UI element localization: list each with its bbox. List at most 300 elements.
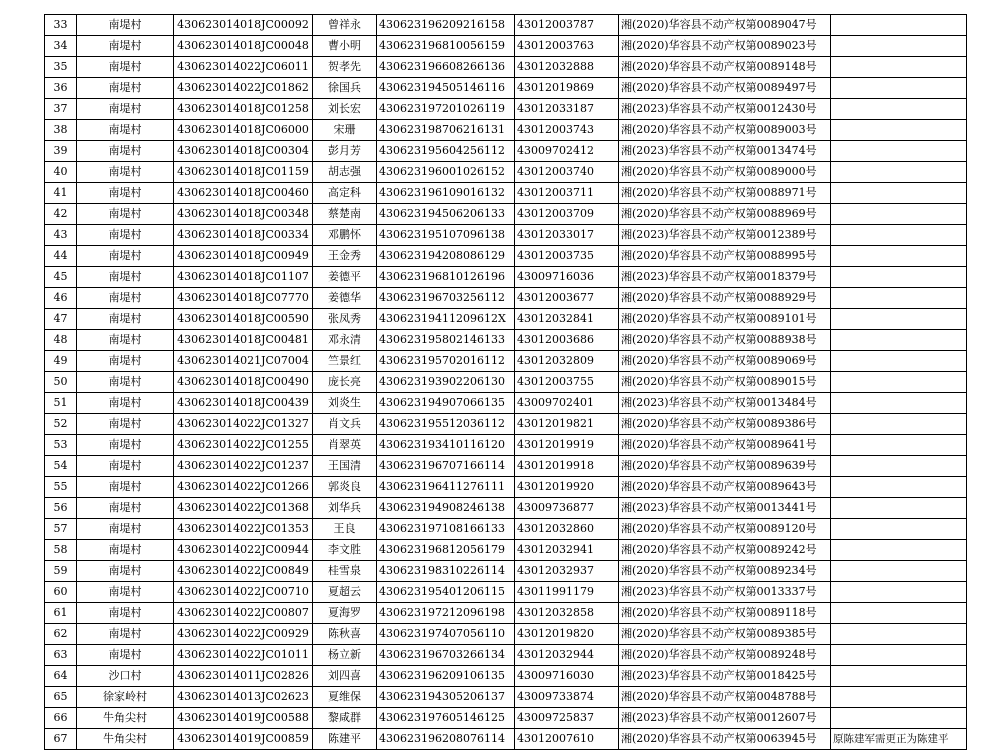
owner-name-cell: 胡志强 (313, 162, 377, 183)
row-number-cell: 34 (45, 36, 77, 57)
account-number-cell: 43012003711 (515, 183, 619, 204)
table-row (45, 204, 967, 225)
village-name-cell: 南堤村 (77, 246, 174, 267)
remark-cell (831, 204, 967, 225)
row-number-cell: 65 (45, 687, 77, 708)
village-name-cell: 徐家岭村 (77, 687, 174, 708)
id-number-cell: 430623194908246138 (377, 498, 515, 519)
table-row (45, 435, 967, 456)
id-number-cell: 430623194505146116 (377, 78, 515, 99)
id-number-cell: 430623196703256112 (377, 288, 515, 309)
owner-name-cell: 夏超云 (313, 582, 377, 603)
id-number-cell: 430623195401206115 (377, 582, 515, 603)
certificate-number-cell: 湘(2020)华容县不动产权第0089234号 (619, 561, 831, 582)
row-number-cell: 54 (45, 456, 77, 477)
row-number-cell: 55 (45, 477, 77, 498)
owner-name-cell: 王国清 (313, 456, 377, 477)
account-number-cell: 43012019919 (515, 435, 619, 456)
owner-name-cell: 高定科 (313, 183, 377, 204)
certificate-number-cell: 湘(2020)华容县不动产权第0089643号 (619, 477, 831, 498)
certificate-number-cell: 湘(2020)华容县不动产权第0089242号 (619, 540, 831, 561)
account-number-cell: 43012003740 (515, 162, 619, 183)
owner-name-cell: 姜德平 (313, 267, 377, 288)
owner-name-cell: 宋珊 (313, 120, 377, 141)
remark-cell (831, 687, 967, 708)
id-number-cell: 430623196209216158 (377, 15, 515, 36)
certificate-number-cell: 湘(2020)华容县不动产权第0089385号 (619, 624, 831, 645)
account-number-cell: 43012007610 (515, 729, 619, 750)
remark-cell (831, 624, 967, 645)
certificate-number-cell: 湘(2020)华容县不动产权第0089069号 (619, 351, 831, 372)
row-number-cell: 62 (45, 624, 77, 645)
row-number-cell: 58 (45, 540, 77, 561)
remark-cell (831, 372, 967, 393)
owner-name-cell: 桂雪泉 (313, 561, 377, 582)
account-number-cell: 43012033187 (515, 99, 619, 120)
certificate-number-cell: 湘(2020)华容县不动产权第0048788号 (619, 687, 831, 708)
certificate-number-cell: 湘(2020)华容县不动产权第0089148号 (619, 57, 831, 78)
account-number-cell: 43009725837 (515, 708, 619, 729)
parcel-code-cell: 430623014018JC07770 (174, 288, 313, 309)
village-name-cell: 南堤村 (77, 162, 174, 183)
id-number-cell: 430623196411276111 (377, 477, 515, 498)
table-row (45, 183, 967, 204)
account-number-cell: 43012003686 (515, 330, 619, 351)
table-row (45, 57, 967, 78)
account-number-cell: 43012032944 (515, 645, 619, 666)
parcel-code-cell: 430623014018JC00439 (174, 393, 313, 414)
remark-cell (831, 456, 967, 477)
remark-cell (831, 15, 967, 36)
village-name-cell: 南堤村 (77, 309, 174, 330)
table-row (45, 246, 967, 267)
certificate-number-cell: 湘(2023)华容县不动产权第0013441号 (619, 498, 831, 519)
id-number-cell: 430623195702016112 (377, 351, 515, 372)
certificate-number-cell: 湘(2023)华容县不动产权第0013337号 (619, 582, 831, 603)
certificate-number-cell: 湘(2020)华容县不动产权第0088995号 (619, 246, 831, 267)
id-number-cell: 430623193902206130 (377, 372, 515, 393)
village-name-cell: 南堤村 (77, 99, 174, 120)
table-row (45, 372, 967, 393)
village-name-cell: 南堤村 (77, 141, 174, 162)
certificate-number-cell: 湘(2020)华容县不动产权第0088969号 (619, 204, 831, 225)
account-number-cell: 43012003743 (515, 120, 619, 141)
row-number-cell: 47 (45, 309, 77, 330)
remark-cell (831, 267, 967, 288)
id-number-cell: 430623196810056159 (377, 36, 515, 57)
table-row (45, 729, 967, 750)
row-number-cell: 44 (45, 246, 77, 267)
table-row (45, 708, 967, 729)
remark-cell: 原陈建军需更正为陈建平 (831, 729, 967, 750)
certificate-number-cell: 湘(2023)华容县不动产权第0012430号 (619, 99, 831, 120)
id-number-cell: 430623193410116120 (377, 435, 515, 456)
village-name-cell: 南堤村 (77, 372, 174, 393)
account-number-cell: 43009733874 (515, 687, 619, 708)
parcel-code-cell: 430623014022JC01327 (174, 414, 313, 435)
village-name-cell: 南堤村 (77, 435, 174, 456)
parcel-code-cell: 430623014018JC00334 (174, 225, 313, 246)
remark-cell (831, 582, 967, 603)
row-number-cell: 59 (45, 561, 77, 582)
owner-name-cell: 肖文兵 (313, 414, 377, 435)
certificate-number-cell: 湘(2023)华容县不动产权第0012607号 (619, 708, 831, 729)
account-number-cell: 43012032860 (515, 519, 619, 540)
village-name-cell: 南堤村 (77, 330, 174, 351)
remark-cell (831, 78, 967, 99)
id-number-cell: 430623197407056110 (377, 624, 515, 645)
remark-cell (831, 645, 967, 666)
row-number-cell: 57 (45, 519, 77, 540)
table-row (45, 225, 967, 246)
id-number-cell: 430623198706216131 (377, 120, 515, 141)
table-row (45, 603, 967, 624)
remark-cell (831, 309, 967, 330)
remark-cell (831, 36, 967, 57)
row-number-cell: 51 (45, 393, 77, 414)
row-number-cell: 61 (45, 603, 77, 624)
remark-cell (831, 330, 967, 351)
certificate-number-cell: 湘(2020)华容县不动产权第0089101号 (619, 309, 831, 330)
certificate-number-cell: 湘(2020)华容县不动产权第0089000号 (619, 162, 831, 183)
remark-cell (831, 666, 967, 687)
owner-name-cell: 邓鹏怀 (313, 225, 377, 246)
account-number-cell: 43012019918 (515, 456, 619, 477)
certificate-number-cell: 湘(2023)华容县不动产权第0013484号 (619, 393, 831, 414)
account-number-cell: 43009716036 (515, 267, 619, 288)
id-number-cell: 430623195512036112 (377, 414, 515, 435)
certificate-number-cell: 湘(2020)华容县不动产权第0088929号 (619, 288, 831, 309)
account-number-cell: 43012003709 (515, 204, 619, 225)
property-table (44, 14, 967, 750)
remark-cell (831, 141, 967, 162)
id-number-cell: 430623195802146133 (377, 330, 515, 351)
parcel-code-cell: 430623014018JC00481 (174, 330, 313, 351)
owner-name-cell: 刘四喜 (313, 666, 377, 687)
owner-name-cell: 曾祥永 (313, 15, 377, 36)
account-number-cell: 43012003763 (515, 36, 619, 57)
row-number-cell: 66 (45, 708, 77, 729)
village-name-cell: 南堤村 (77, 204, 174, 225)
remark-cell (831, 540, 967, 561)
certificate-number-cell: 湘(2020)华容县不动产权第0089497号 (619, 78, 831, 99)
parcel-code-cell: 430623014022JC00807 (174, 603, 313, 624)
owner-name-cell: 曹小明 (313, 36, 377, 57)
remark-cell (831, 498, 967, 519)
row-number-cell: 48 (45, 330, 77, 351)
account-number-cell: 43012003735 (515, 246, 619, 267)
parcel-code-cell: 430623014022JC01255 (174, 435, 313, 456)
parcel-code-cell: 430623014018JC00590 (174, 309, 313, 330)
village-name-cell: 南堤村 (77, 624, 174, 645)
parcel-code-cell: 430623014018JC01159 (174, 162, 313, 183)
remark-cell (831, 561, 967, 582)
owner-name-cell: 姜德华 (313, 288, 377, 309)
remark-cell (831, 393, 967, 414)
parcel-code-cell: 430623014022JC00710 (174, 582, 313, 603)
village-name-cell: 南堤村 (77, 15, 174, 36)
parcel-code-cell: 430623014022JC00944 (174, 540, 313, 561)
owner-name-cell: 杨立新 (313, 645, 377, 666)
table-row (45, 519, 967, 540)
row-number-cell: 56 (45, 498, 77, 519)
village-name-cell: 南堤村 (77, 645, 174, 666)
account-number-cell: 43011991179 (515, 582, 619, 603)
parcel-code-cell: 430623014018JC00348 (174, 204, 313, 225)
remark-cell (831, 603, 967, 624)
row-number-cell: 38 (45, 120, 77, 141)
village-name-cell: 沙口村 (77, 666, 174, 687)
row-number-cell: 60 (45, 582, 77, 603)
row-number-cell: 40 (45, 162, 77, 183)
table-row (45, 309, 967, 330)
account-number-cell: 43012032888 (515, 57, 619, 78)
village-name-cell: 南堤村 (77, 393, 174, 414)
owner-name-cell: 刘炎生 (313, 393, 377, 414)
id-number-cell: 430623194907066135 (377, 393, 515, 414)
row-number-cell: 52 (45, 414, 77, 435)
village-name-cell: 南堤村 (77, 414, 174, 435)
parcel-code-cell: 430623014022JC00849 (174, 561, 313, 582)
parcel-code-cell: 430623014011JC02826 (174, 666, 313, 687)
remark-cell (831, 246, 967, 267)
remark-cell (831, 288, 967, 309)
parcel-code-cell: 430623014018JC00949 (174, 246, 313, 267)
remark-cell (831, 519, 967, 540)
account-number-cell: 43012019920 (515, 477, 619, 498)
id-number-cell: 430623196812056179 (377, 540, 515, 561)
village-name-cell: 南堤村 (77, 36, 174, 57)
village-name-cell: 南堤村 (77, 183, 174, 204)
remark-cell (831, 708, 967, 729)
row-number-cell: 49 (45, 351, 77, 372)
account-number-cell: 43009716030 (515, 666, 619, 687)
table-row (45, 582, 967, 603)
certificate-number-cell: 湘(2020)华容县不动产权第0089641号 (619, 435, 831, 456)
table-row (45, 414, 967, 435)
remark-cell (831, 120, 967, 141)
owner-name-cell: 蔡楚南 (313, 204, 377, 225)
account-number-cell: 43012032809 (515, 351, 619, 372)
parcel-code-cell: 430623014022JC01862 (174, 78, 313, 99)
owner-name-cell: 陈建平 (313, 729, 377, 750)
account-number-cell: 43009736877 (515, 498, 619, 519)
remark-cell (831, 351, 967, 372)
village-name-cell: 牛角尖村 (77, 729, 174, 750)
certificate-number-cell: 湘(2020)华容县不动产权第0088938号 (619, 330, 831, 351)
certificate-number-cell: 湘(2023)华容县不动产权第0018379号 (619, 267, 831, 288)
village-name-cell: 南堤村 (77, 582, 174, 603)
id-number-cell: 430623196707166114 (377, 456, 515, 477)
row-number-cell: 50 (45, 372, 77, 393)
row-number-cell: 64 (45, 666, 77, 687)
table-row (45, 120, 967, 141)
id-number-cell: 430623196209106135 (377, 666, 515, 687)
owner-name-cell: 邓永清 (313, 330, 377, 351)
certificate-number-cell: 湘(2020)华容县不动产权第0089015号 (619, 372, 831, 393)
id-number-cell: 430623198310226114 (377, 561, 515, 582)
table-row (45, 36, 967, 57)
certificate-number-cell: 湘(2020)华容县不动产权第0063945号 (619, 729, 831, 750)
id-number-cell: 430623197201026119 (377, 99, 515, 120)
row-number-cell: 67 (45, 729, 77, 750)
table-row (45, 687, 967, 708)
row-number-cell: 35 (45, 57, 77, 78)
table-row (45, 645, 967, 666)
village-name-cell: 南堤村 (77, 519, 174, 540)
parcel-code-cell: 430623014018JC00490 (174, 372, 313, 393)
parcel-code-cell: 430623014022JC01237 (174, 456, 313, 477)
account-number-cell: 43012032941 (515, 540, 619, 561)
table-row (45, 624, 967, 645)
table-row (45, 666, 967, 687)
row-number-cell: 33 (45, 15, 77, 36)
id-number-cell: 430623197108166133 (377, 519, 515, 540)
village-name-cell: 南堤村 (77, 225, 174, 246)
parcel-code-cell: 430623014022JC00929 (174, 624, 313, 645)
certificate-number-cell: 湘(2023)华容县不动产权第0013474号 (619, 141, 831, 162)
owner-name-cell: 陈秋喜 (313, 624, 377, 645)
id-number-cell: 430623194208086129 (377, 246, 515, 267)
owner-name-cell: 黎咸群 (313, 708, 377, 729)
village-name-cell: 南堤村 (77, 561, 174, 582)
certificate-number-cell: 湘(2020)华容县不动产权第0089023号 (619, 36, 831, 57)
owner-name-cell: 刘华兵 (313, 498, 377, 519)
owner-name-cell: 庞长亮 (313, 372, 377, 393)
table-row (45, 393, 967, 414)
id-number-cell: 430623196208076114 (377, 729, 515, 750)
parcel-code-cell: 430623014018JC01258 (174, 99, 313, 120)
id-number-cell: 430623194506206133 (377, 204, 515, 225)
account-number-cell: 43012019821 (515, 414, 619, 435)
table-row (45, 477, 967, 498)
record-sheet (44, 14, 967, 750)
certificate-number-cell: 湘(2020)华容县不动产权第0089120号 (619, 519, 831, 540)
owner-name-cell: 王金秀 (313, 246, 377, 267)
table-body (45, 15, 967, 750)
row-number-cell: 37 (45, 99, 77, 120)
parcel-code-cell: 430623014013JC02623 (174, 687, 313, 708)
parcel-code-cell: 430623014022JC01266 (174, 477, 313, 498)
id-number-cell: 430623196001026152 (377, 162, 515, 183)
village-name-cell: 南堤村 (77, 78, 174, 99)
table-row (45, 330, 967, 351)
id-number-cell: 430623197212096198 (377, 603, 515, 624)
row-number-cell: 36 (45, 78, 77, 99)
village-name-cell: 南堤村 (77, 288, 174, 309)
id-number-cell: 430623194305206137 (377, 687, 515, 708)
account-number-cell: 43012033017 (515, 225, 619, 246)
village-name-cell: 南堤村 (77, 498, 174, 519)
table-row (45, 99, 967, 120)
village-name-cell: 南堤村 (77, 456, 174, 477)
row-number-cell: 43 (45, 225, 77, 246)
row-number-cell: 46 (45, 288, 77, 309)
certificate-number-cell: 湘(2020)华容县不动产权第0089003号 (619, 120, 831, 141)
table-row (45, 288, 967, 309)
table-row (45, 162, 967, 183)
village-name-cell: 牛角尖村 (77, 708, 174, 729)
certificate-number-cell: 湘(2020)华容县不动产权第0089639号 (619, 456, 831, 477)
village-name-cell: 南堤村 (77, 540, 174, 561)
owner-name-cell: 徐国兵 (313, 78, 377, 99)
parcel-code-cell: 430623014018JC01107 (174, 267, 313, 288)
parcel-code-cell: 430623014022JC06011 (174, 57, 313, 78)
row-number-cell: 53 (45, 435, 77, 456)
account-number-cell: 43012019820 (515, 624, 619, 645)
remark-cell (831, 225, 967, 246)
parcel-code-cell: 430623014018JC06000 (174, 120, 313, 141)
table-row (45, 267, 967, 288)
certificate-number-cell: 湘(2020)华容县不动产权第0089386号 (619, 414, 831, 435)
parcel-code-cell: 430623014022JC01011 (174, 645, 313, 666)
id-number-cell: 430623197605146125 (377, 708, 515, 729)
owner-name-cell: 夏维保 (313, 687, 377, 708)
certificate-number-cell: 湘(2023)华容县不动产权第0018425号 (619, 666, 831, 687)
id-number-cell: 430623196608266136 (377, 57, 515, 78)
owner-name-cell: 贺孝先 (313, 57, 377, 78)
remark-cell (831, 477, 967, 498)
row-number-cell: 39 (45, 141, 77, 162)
parcel-code-cell: 430623014018JC00304 (174, 141, 313, 162)
owner-name-cell: 郭炎良 (313, 477, 377, 498)
id-number-cell: 430623196109016132 (377, 183, 515, 204)
village-name-cell: 南堤村 (77, 603, 174, 624)
village-name-cell: 南堤村 (77, 120, 174, 141)
account-number-cell: 43012003677 (515, 288, 619, 309)
id-number-cell: 430623196810126196 (377, 267, 515, 288)
id-number-cell: 43062319411209612X (377, 309, 515, 330)
account-number-cell: 43009702412 (515, 141, 619, 162)
account-number-cell: 43012032841 (515, 309, 619, 330)
village-name-cell: 南堤村 (77, 477, 174, 498)
remark-cell (831, 162, 967, 183)
account-number-cell: 43012019869 (515, 78, 619, 99)
parcel-code-cell: 430623014019JC00859 (174, 729, 313, 750)
remark-cell (831, 435, 967, 456)
owner-name-cell: 竺景红 (313, 351, 377, 372)
village-name-cell: 南堤村 (77, 57, 174, 78)
account-number-cell: 43012003755 (515, 372, 619, 393)
parcel-code-cell: 430623014021JC07004 (174, 351, 313, 372)
certificate-number-cell: 湘(2020)华容县不动产权第0089118号 (619, 603, 831, 624)
parcel-code-cell: 430623014018JC00092 (174, 15, 313, 36)
table-row (45, 561, 967, 582)
owner-name-cell: 张凤秀 (313, 309, 377, 330)
table-row (45, 351, 967, 372)
row-number-cell: 63 (45, 645, 77, 666)
table-row (45, 540, 967, 561)
row-number-cell: 41 (45, 183, 77, 204)
certificate-number-cell: 湘(2020)华容县不动产权第0089248号 (619, 645, 831, 666)
table-row (45, 141, 967, 162)
row-number-cell: 42 (45, 204, 77, 225)
owner-name-cell: 彭月芳 (313, 141, 377, 162)
remark-cell (831, 414, 967, 435)
parcel-code-cell: 430623014022JC01353 (174, 519, 313, 540)
parcel-code-cell: 430623014019JC00588 (174, 708, 313, 729)
remark-cell (831, 99, 967, 120)
village-name-cell: 南堤村 (77, 267, 174, 288)
id-number-cell: 430623196703266134 (377, 645, 515, 666)
certificate-number-cell: 湘(2023)华容县不动产权第0012389号 (619, 225, 831, 246)
account-number-cell: 43012032937 (515, 561, 619, 582)
certificate-number-cell: 湘(2020)华容县不动产权第0089047号 (619, 15, 831, 36)
owner-name-cell: 李文胜 (313, 540, 377, 561)
parcel-code-cell: 430623014018JC00460 (174, 183, 313, 204)
table-row (45, 456, 967, 477)
owner-name-cell: 王良 (313, 519, 377, 540)
